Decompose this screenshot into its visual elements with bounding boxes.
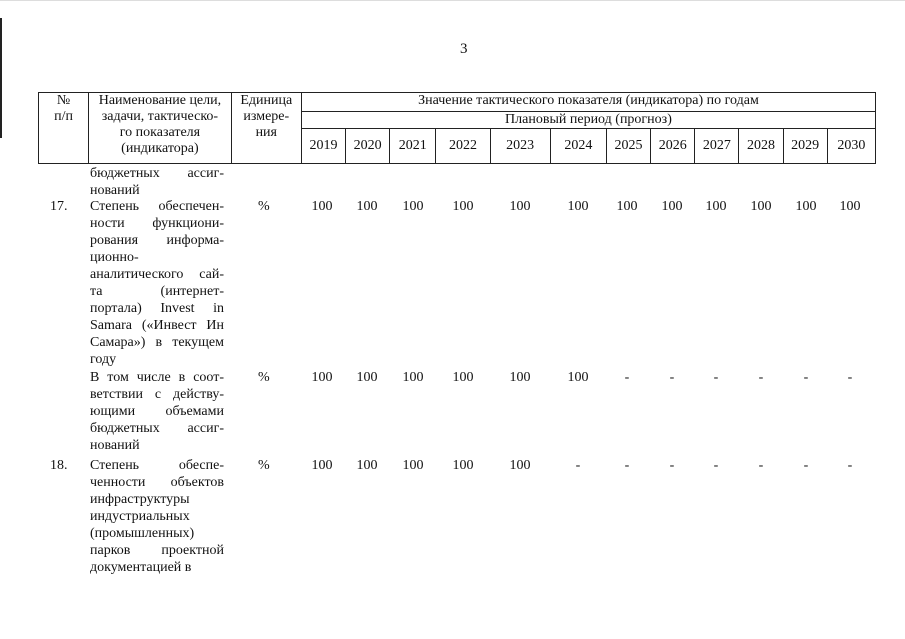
header-unit-line: ния xyxy=(255,125,277,140)
row-value: 100 xyxy=(705,199,727,214)
row-value: 100 xyxy=(509,458,531,473)
row-name xyxy=(90,457,224,576)
row-unit: % xyxy=(258,199,270,214)
row-value: 100 xyxy=(402,458,424,473)
row-value: - xyxy=(669,370,675,385)
row-value: 100 xyxy=(452,199,474,214)
row-name-line: ционно- xyxy=(90,250,139,265)
header-year-cell: 2020 xyxy=(346,129,390,164)
row-name-line: бюджетных ассиг- xyxy=(90,421,224,436)
row-value: 100 xyxy=(356,458,378,473)
row-name-line: бюджетных ассиг- xyxy=(90,166,224,181)
row-value: 100 xyxy=(402,199,424,214)
row-value: 100 xyxy=(661,199,683,214)
header-year-cell: 2027 xyxy=(695,129,739,164)
row-name xyxy=(90,165,224,199)
header-year-cell: 2026 xyxy=(651,129,695,164)
header-year-cell: 2019 xyxy=(301,129,345,164)
row-value: - xyxy=(758,370,764,385)
row-name-line: аналитического сай- xyxy=(90,267,224,282)
header-values-title: Значение тактического показателя (индикатора) по годам xyxy=(301,93,875,112)
row-value: 100 xyxy=(616,199,638,214)
row-name xyxy=(90,198,224,368)
row-name-line: Степень обеспечен- xyxy=(90,199,224,214)
row-name-line: индустриальных xyxy=(90,509,190,524)
header-name-cell xyxy=(89,93,232,164)
row-value: - xyxy=(624,458,630,473)
header-year-cell: 2029 xyxy=(783,129,827,164)
row-value: 100 xyxy=(311,458,333,473)
header-year-cell: 2025 xyxy=(606,129,650,164)
row-name-line: нований xyxy=(90,438,140,453)
row-value: 100 xyxy=(567,370,589,385)
row-name-line: ности функциони- xyxy=(90,216,224,231)
row-value: 100 xyxy=(795,199,817,214)
header-year-cell: 2021 xyxy=(390,129,436,164)
row-value: 100 xyxy=(509,370,531,385)
row-name xyxy=(90,369,224,454)
header-name-line: задачи, тактическо- xyxy=(101,109,219,124)
header-year-cell: 2024 xyxy=(550,129,606,164)
row-unit: % xyxy=(258,458,270,473)
page-number: 3 xyxy=(460,41,468,57)
row-value: 100 xyxy=(311,370,333,385)
row-value: - xyxy=(803,370,809,385)
row-value: 100 xyxy=(452,458,474,473)
row-value: 100 xyxy=(356,370,378,385)
row-value: 100 xyxy=(567,199,589,214)
header-num-cell xyxy=(39,93,89,164)
row-value: - xyxy=(669,458,675,473)
row-name-line: нований xyxy=(90,183,140,198)
row-name-line: рования информа- xyxy=(90,233,224,248)
header-name-line: (индикатора) xyxy=(121,141,199,156)
row-name-line: Степень обеспе- xyxy=(90,458,224,473)
row-name-line: ченности объектов xyxy=(90,475,224,490)
row-name-line: В том числе в соот- xyxy=(90,370,224,385)
row-number: 18. xyxy=(50,458,68,473)
row-unit: % xyxy=(258,370,270,385)
header-year-cell: 2022 xyxy=(436,129,490,164)
page-left-edge xyxy=(0,18,2,138)
row-value: - xyxy=(575,458,581,473)
row-value: 100 xyxy=(311,199,333,214)
row-value: - xyxy=(713,458,719,473)
row-value: - xyxy=(803,458,809,473)
row-value: - xyxy=(713,370,719,385)
row-value: 100 xyxy=(402,370,424,385)
header-name-line: Наименование цели, xyxy=(98,93,222,108)
table-header xyxy=(38,92,876,164)
row-name-line: Самара») в текущем xyxy=(90,335,224,350)
row-number: 17. xyxy=(50,199,68,214)
row-value: - xyxy=(847,370,853,385)
header-num-line: п/п xyxy=(54,109,74,124)
row-name-line: (промышленных) xyxy=(90,526,195,541)
header-unit-cell xyxy=(231,93,301,164)
row-value: 100 xyxy=(750,199,772,214)
row-value: - xyxy=(758,458,764,473)
row-name-line: году xyxy=(90,352,117,367)
header-name-line: го показателя xyxy=(119,125,201,140)
header-year-cell: 2028 xyxy=(739,129,783,164)
row-value: - xyxy=(624,370,630,385)
row-name-line: та (интернет- xyxy=(90,284,224,299)
header-unit-line: Единица xyxy=(240,93,293,108)
row-name-line: инфраструктуры xyxy=(90,492,190,507)
header-period: Плановый период (прогноз) xyxy=(301,112,875,129)
header-num-line: № xyxy=(56,93,71,108)
row-name-line: ющими объемами xyxy=(90,404,224,419)
row-name-line: документацией в xyxy=(90,560,192,575)
row-value: 100 xyxy=(356,199,378,214)
page-top-edge xyxy=(0,0,905,1)
row-name-line: ветствии с действу- xyxy=(90,387,224,402)
row-name-line: парков проектной xyxy=(90,543,224,558)
row-value: 100 xyxy=(839,199,861,214)
row-value: 100 xyxy=(452,370,474,385)
row-value: 100 xyxy=(509,199,531,214)
row-name-line: портала) Invest in xyxy=(90,301,224,316)
row-value: - xyxy=(847,458,853,473)
header-year-cell: 2030 xyxy=(827,129,875,164)
row-name-line: Samara («Инвест Ин xyxy=(90,318,224,333)
header-unit-line: измере- xyxy=(243,109,290,124)
header-year-cell: 2023 xyxy=(490,129,550,164)
